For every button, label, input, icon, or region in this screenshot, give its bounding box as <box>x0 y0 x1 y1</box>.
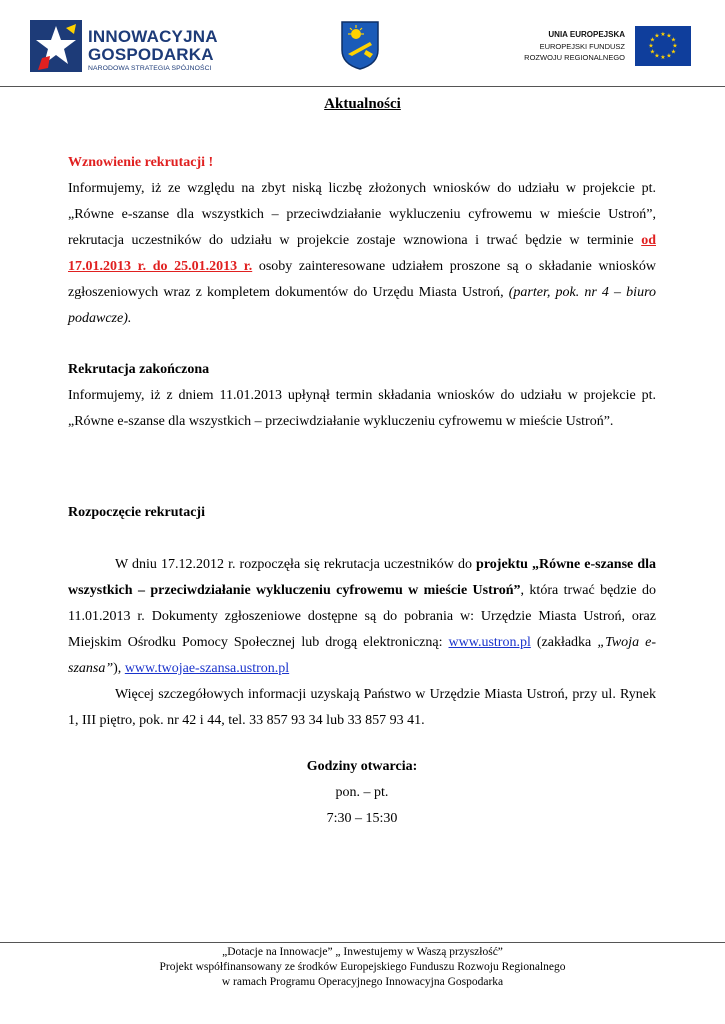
ustron-website-link[interactable]: www.ustron.pl <box>448 635 531 650</box>
logo-subtitle: NARODOWA STRATEGIA SPÓJNOŚCI <box>88 65 212 72</box>
page-footer <box>0 945 725 990</box>
twojae-szansa-link[interactable]: www.twojae-szansa.ustron.pl <box>124 661 290 676</box>
header-divider <box>0 86 725 87</box>
svg-text:★: ★ <box>649 36 656 44</box>
section1-location: (parter, pok. nr 4 – biuro podawcze). <box>68 285 656 326</box>
eu-fund-logo <box>505 26 695 68</box>
section-recruitment-closed <box>68 357 656 435</box>
section3-project-name: projektu „Równe e-szanse dla wszystkich – przeciwdziałanie wykluczeniu cyfrowemu w mieście Ustroń” <box>68 557 656 598</box>
section2-paragraph: Informujemy, iż z dniem 11.01.2013 upłynął termin składania wniosków do udziału w projekcie pt. „Równe e-szanse dla wszystkich – przeciwdziałanie wykluczeniu cyfrowemu w mieście Ustroń”. <box>68 388 656 429</box>
logo-title-line2: GOSPODARKA <box>88 45 214 64</box>
section3-p1-mid: , która trwać będzie do 11.01.2013 r. Dokumenty zgłoszeniowe dostępne są do pobrania w: Urzędzie Miasta Ustroń, oraz Miejskim Ośrodku Pomocy Społecznej lub drogą elektroniczną: <box>68 583 656 650</box>
section1-date-range: od 17.01.2013 r. do 25.01.2013 r. <box>68 233 656 274</box>
svg-text:★: ★ <box>672 42 678 50</box>
footer-line2: Projekt współfinansowany ze środków Europejskiego Funduszu Rozwoju Regionalnego <box>159 961 566 973</box>
svg-text:★: ★ <box>666 32 672 40</box>
section-recruitment-start <box>68 500 656 832</box>
svg-text:★: ★ <box>660 31 666 38</box>
opening-hours-days: pon. – pt. <box>335 785 389 800</box>
section3-tab-name: „Twoja e-szansa” <box>68 635 656 676</box>
footer-divider <box>0 942 725 943</box>
svg-text:★: ★ <box>654 32 660 40</box>
section3-p1-start: W dniu 17.12.2012 r. rozpoczęła się rekrutacja uczestników do <box>115 557 477 572</box>
innowacyjna-gospodarka-logo <box>28 18 218 78</box>
svg-text:★: ★ <box>648 42 654 50</box>
footer-line1: „Dotacje na Innowacje” „ Inwestujemy w Waszą przyszłość” <box>222 946 503 958</box>
section2-heading: Rekrutacja zakończona <box>68 362 210 377</box>
section1-text-before: Informujemy, iż ze względu na zbyt niską liczbę złożonych wniosków do udziału w projekcie pt. „Równe e-szanse dla wszystkich – przeciwdziałanie wykluczeniu cyfrowemu w mieście Ustroń”, rekrutacja uczestników do udziału w projekcie zostaje wznowiona i trwać będzie w terminie <box>68 181 656 248</box>
opening-hours-time: 7:30 – 15:30 <box>326 811 398 826</box>
opening-hours-title: Godziny otwarcia: <box>306 759 418 774</box>
svg-text:★: ★ <box>660 54 666 61</box>
footer-line3: w ramach Programu Operacyjnego Innowacyjna Gospodarka <box>221 976 504 988</box>
eu-label-line2: EUROPEJSKI FUNDUSZ <box>539 42 625 51</box>
page-header <box>0 0 725 88</box>
section3-heading: Rozpoczęcie rekrutacji <box>68 505 205 520</box>
page-title: Aktualności <box>324 96 401 112</box>
section3-tab-close: ), <box>113 661 125 676</box>
logo-title-line1: INNOWACYJNA <box>88 27 218 46</box>
eu-flag-icon <box>635 26 691 66</box>
eu-label-line3: ROZWOJU REGIONALNEGO <box>524 53 625 62</box>
ig-star-logo-icon <box>28 18 84 74</box>
section3-tab-open: (zakładka <box>530 635 598 650</box>
section1-text-after: osoby zainteresowane udziałem proszone są o składanie wniosków zgłoszeniowych wraz z kompletem dokumentów do Urzędu Miasta Ustroń, <box>68 259 656 300</box>
svg-text:★: ★ <box>670 36 677 44</box>
svg-text:★: ★ <box>670 48 677 56</box>
section1-heading: Wznowienie rekrutacji ! <box>68 155 214 170</box>
svg-text:★: ★ <box>666 52 672 60</box>
svg-text:★: ★ <box>649 48 656 56</box>
section-resumed-recruitment <box>68 150 656 332</box>
section3-paragraph1 <box>68 552 656 682</box>
section3-paragraph2: Więcej szczegółowych informacji uzyskają Państwo w Urzędzie Miasta Ustroń, przy ul. Rynek 1, III piętro, pok. nr 42 i 44, tel. 33 857 93 34 lub 33 857 93 41. <box>68 687 656 728</box>
section1-paragraph <box>68 176 656 332</box>
eu-label-line1: UNIA EUROPEJSKA <box>548 30 625 39</box>
ustron-coat-of-arms-icon <box>340 20 380 70</box>
svg-text:★: ★ <box>654 52 660 60</box>
